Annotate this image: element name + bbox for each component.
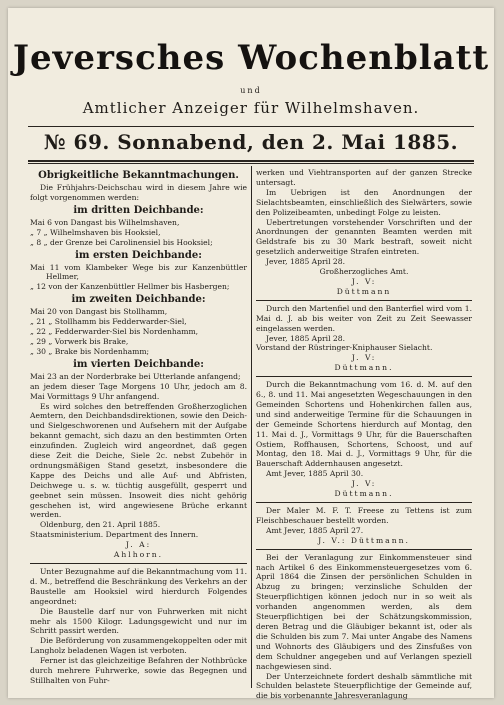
schedule-line: „ 7 „ Wilhelmshaven bis Hooksiel, bbox=[30, 227, 161, 237]
schedule-line: „ 29 „ Vorwerk bis Brake, bbox=[30, 336, 129, 346]
schedule-line: Mai 23 an der Norderbrake bei Utterlande anfangend; bbox=[30, 371, 241, 381]
masthead-subtitle: Amtlicher Anzeiger für Wilhelmshaven. bbox=[82, 99, 420, 117]
notice-ministry: Staatsministerium. Department des Innern. bbox=[30, 530, 199, 540]
signature-name: J. V.: Düttmann. bbox=[318, 535, 410, 545]
deichband-3-title: im dritten Deichbande: bbox=[73, 204, 204, 216]
deichband-4-title: im vierten Deichbande: bbox=[73, 358, 204, 370]
right-column bbox=[256, 168, 472, 701]
schedule-line: „ 22 „ Fedderwarder-Siel bis Nordenhamm, bbox=[30, 327, 199, 337]
notice-office: Vorstand der Rüstringer-Kniphauser Sielacht. bbox=[256, 343, 433, 353]
notice-date: Oldenburg, den 21. April 1885. bbox=[40, 520, 161, 530]
masthead-title: Jeversches Wochenblatt bbox=[12, 38, 490, 78]
paragraph: Durch den Martenfiel und den Banterfiel wird vom 1. Mai d. J. ab bis weiter von Zeit zu Zeit Seewasser eingelassen werden. bbox=[256, 303, 472, 333]
notice-date: Amt Jever, 1885 April 30. bbox=[266, 469, 364, 479]
schedule-line: „ 8 „ der Grenze bei Carolinensiel bis Hooksiel; bbox=[30, 237, 213, 247]
paragraph: an jedem dieser Tage Morgens 10 Uhr, jedoch am 8. Mai Vormittags 9 Uhr anfangend. bbox=[30, 381, 247, 401]
intro-text: Die Frühjahrs-Deichschau wird in diesem Jahre wie folgt vorgenommen werden: bbox=[30, 183, 247, 202]
column-separator bbox=[251, 166, 252, 688]
paragraph: Uebertretungen vorstehender Vorschriften und der Anordnungen der genannten Beamten werden mit Geldstrafe bis zu 30 Mark bestraft, soweit nicht gesetzlich anderweitige Strafen eintreten. bbox=[256, 217, 472, 257]
signature-prefix: J. V: bbox=[351, 276, 377, 286]
schedule-line: „ 21 „ Stollhamm bis Fedderwarder-Siel, bbox=[30, 317, 187, 327]
notice-divider bbox=[256, 376, 472, 377]
header-rule-bottom-thin bbox=[28, 163, 474, 164]
paragraph: werken und Viehtransporten auf der ganzen Strecke untersagt. bbox=[256, 168, 472, 187]
paragraph: Ferner ist das gleichzeitige Befahren der Nothbrücke durch mehrere Fuhrwerke, sowie das Begegnen und Stillhalten von Fuhr- bbox=[30, 656, 247, 685]
notice-divider bbox=[256, 549, 472, 550]
header-rule-top bbox=[28, 126, 474, 127]
paragraph: Es wird solches den betreffenden Großherzoglichen Aemtern, den Deichbandsdirektionen, sowie den Deich- und Sielgeschworenen und Aufsehern mit der Aufgabe bekannt gemacht, sich dazu an den bestimmten Orten einzufinden. Zugleich wird angeordnet, daß gegen diese Zeit die Deiche, Siele 2c. nebst Zubehör in ordnungsmäßigen Stand gesetzt, insbesondere die Kappe des Deichs und alle Auf- und Abfristen, Deichwege u. s. w. tüchtig ausgefüllt, gesperrt und geebnet sein müssen. Insoweit dies nicht gehörig geschehen ist, wird angewiesene Brüche erkannt werden. bbox=[30, 401, 247, 520]
deichband-2-title: im zweiten Deichbande: bbox=[71, 294, 206, 306]
issue-line: № 69. Sonnabend, den 2. Mai 1885. bbox=[43, 130, 459, 154]
paragraph: Der Maler M. F. T. Freese zu Tettens ist zum Fleischbeschauer bestellt worden. bbox=[256, 506, 472, 525]
notice-divider bbox=[256, 502, 472, 503]
left-column bbox=[30, 168, 247, 688]
paragraph: Durch die Bekanntmachung vom 16. d. M. auf den 6., 8. und 11. Mai angesetzten Wegeschauungen in den Gemeinden Schortens und Hohenkirchen fallen aus, und sind anderweitige Termine für die Schauungen in der Gemeinde Schortens hierdurch auf Montag, den 11. Mai d. J., Vormittags 9 Uhr, für die Bauerschaften Ostiem, Roffhausen, Schortens, Schoost, und auf Montag, den 18. Mai d. J., Vormittags 9 Uhr, für die Bauerschaft Addernhausen angesetzt. bbox=[256, 380, 472, 469]
masthead-und: und bbox=[240, 86, 262, 95]
deichband-1-title: im ersten Deichbande: bbox=[75, 249, 202, 261]
notice-date: Jever, 1885 April 28. bbox=[266, 333, 346, 343]
paragraph: Der Unterzeichnete fordert deshalb sämmtliche mit Schulden belastete Steuerpflichtige der Gemeinde auf, die bis vorbenannte Jahresveranlagung bbox=[256, 671, 472, 701]
schedule-line: Mai 20 von Dangast bis Stollhamm, bbox=[30, 307, 168, 317]
header-rule-bottom bbox=[28, 160, 474, 162]
notice-date: Amt Jever, 1885 April 27. bbox=[266, 525, 364, 535]
signature-prefix: J. V: bbox=[351, 353, 377, 363]
schedule-line: „ 12 von der Kanzenbüttler Hellmer bis Hasbergen; bbox=[30, 282, 230, 292]
signature-name: Ahlhorn. bbox=[113, 550, 164, 560]
paragraph: Im Uebrigen ist den Anordnungen der Sielachtsbeamten, einschließlich des Sielwärters, sowie den Polizeibeamten, unbedingt Folge zu leisten. bbox=[256, 187, 472, 217]
notice-office: Großherzogliches Amt. bbox=[319, 267, 409, 277]
schedule-line: Mai 6 von Dangast bis Wilhelmshaven, bbox=[30, 217, 180, 227]
schedule-line: Mai 11 vom Klambeker Wege bis zur Kanzenbüttler Hellmer, bbox=[30, 262, 247, 282]
signature-name: Düttmann. bbox=[334, 363, 394, 373]
paragraph: Bei der Veranlagung zur Einkommensteuer sind nach Artikel 6 des Einkommensteuergesetzes vom 6. April 1864 die Zinsen der persönlichen Schulden in Abzug zu bringen; verzinsliche Schulden der Steuerpflichtigen können jedoch nur in so weit als vorhanden angenommen werden, als dem Steuerpflichtigen bei der Schätzungskommission, deren Betrag und die Gläubiger bekannt ist, oder als die Schulden bis zum 7. Mai unter Angabe des Namens und Wohnorts des Gläubigers und des Zinsfußes von dem Schuldner angegeben und auf Verlangen speziell nachgewiesen sind. bbox=[256, 552, 472, 671]
notice-divider bbox=[30, 563, 247, 564]
newspaper-page bbox=[8, 8, 494, 701]
paragraph: Die Beförderung von zusammengekoppelten oder mit Langholz beladenen Wagen ist verboten. bbox=[30, 636, 247, 656]
signature-name: Düttmann bbox=[336, 286, 392, 296]
paragraph: Die Baustelle darf nur von Fuhrwerken mit nicht mehr als 1500 Kilogr. Ladungsgewicht und nur im Schritt passirt werden. bbox=[30, 606, 247, 636]
paragraph: Unter Bezugnahme auf die Bekanntmachung vom 11. d. M., betreffend die Beschränkung des Verkehrs an der Baustelle am Hooksiel wird hierdurch Folgendes angeordnet: bbox=[30, 567, 247, 606]
section-heading: Obrigkeitliche Bekanntmachungen. bbox=[38, 170, 239, 181]
schedule-line: „ 30 „ Brake bis Nordenhamm; bbox=[30, 346, 150, 356]
notice-date: Jever, 1885 April 28. bbox=[266, 257, 346, 267]
signature-prefix: J. A: bbox=[125, 540, 152, 550]
notice-divider bbox=[256, 300, 472, 301]
signature-prefix: J. V: bbox=[351, 479, 377, 489]
signature-name: Düttmann. bbox=[334, 489, 394, 499]
